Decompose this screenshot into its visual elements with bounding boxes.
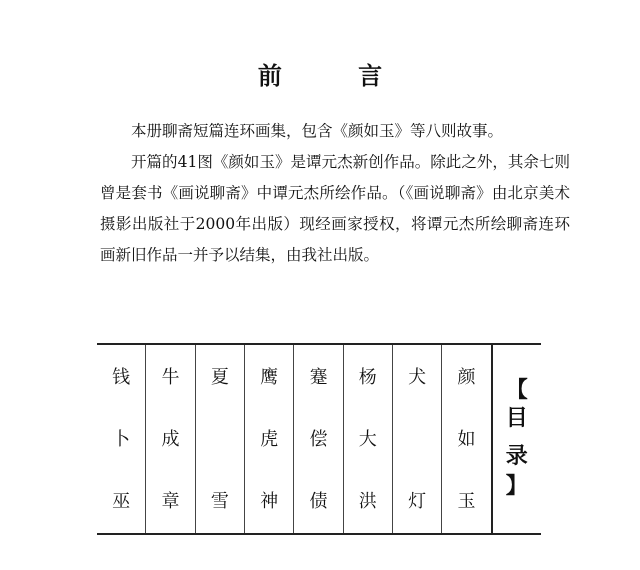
toc-entry-yanruyu[interactable] — [441, 345, 490, 533]
toc-entry-char: 神 — [260, 491, 279, 512]
table-of-contents — [97, 343, 541, 535]
toc-entry-jianchangzhai[interactable] — [293, 345, 342, 533]
toc-entry-char: 巫 — [112, 491, 131, 512]
toc-entry-char: 如 — [457, 429, 476, 450]
preface-paragraph-1: 本册聊斋短篇连环画集，包含《颜如玉》等八则故事。 — [131, 122, 504, 140]
toc-entry-char: 洪 — [358, 491, 377, 512]
toc-entry-char: 债 — [309, 491, 328, 512]
toc-heading-char: 目 — [505, 405, 528, 431]
toc-entry-char: 鹰 — [260, 367, 279, 388]
toc-entry-niuchengzhang[interactable] — [145, 345, 194, 533]
toc-entry-char: 钱 — [112, 367, 131, 388]
toc-entry-char: 雪 — [210, 491, 229, 512]
preface-paragraph-2: 开篇的41图《颜如玉》是谭元杰新创作品。除此之外，其余七则曾是套书《画说聊斋》中谭元杰所绘作品。（《画说聊斋》由北京美术摄影出版社于2000年出版）现经画家授权，将谭元杰所绘聊斋连环画新旧作品一并予以结集，由我社出版。 — [100, 153, 570, 264]
toc-heading-open-bracket: 【 — [505, 377, 528, 403]
toc-entry-xiaxue[interactable] — [195, 345, 244, 533]
toc-entry-char: 夏 — [210, 367, 229, 388]
toc-entry-char: 大 — [358, 429, 377, 450]
toc-entry-char: 章 — [161, 491, 180, 512]
toc-entry-char: 牛 — [161, 367, 180, 388]
toc-entry-char: 偿 — [309, 429, 328, 450]
toc-entry-char: 蹇 — [309, 367, 328, 388]
toc-entry-yangdahong[interactable] — [343, 345, 392, 533]
preface-text — [100, 116, 570, 271]
toc-entry-char: 虎 — [260, 429, 279, 450]
toc-heading-close-bracket: 】 — [505, 473, 528, 499]
toc-heading — [491, 345, 541, 533]
toc-entry-qianbuwu[interactable] — [97, 345, 145, 533]
toc-entry-char: 杨 — [358, 367, 377, 388]
toc-heading-char: 录 — [505, 443, 528, 469]
toc-entry-char: 颜 — [457, 367, 476, 388]
toc-entry-char: 犬 — [408, 367, 427, 388]
toc-entry-char: 灯 — [408, 491, 427, 512]
toc-entry-char: 成 — [161, 429, 180, 450]
toc-entry-char: 卜 — [112, 429, 131, 450]
toc-entry-yinghushen[interactable] — [244, 345, 293, 533]
page-title: 前 言 — [257, 61, 417, 90]
toc-entry-char: 玉 — [457, 491, 476, 512]
toc-entry-quandeng[interactable] — [392, 345, 441, 533]
